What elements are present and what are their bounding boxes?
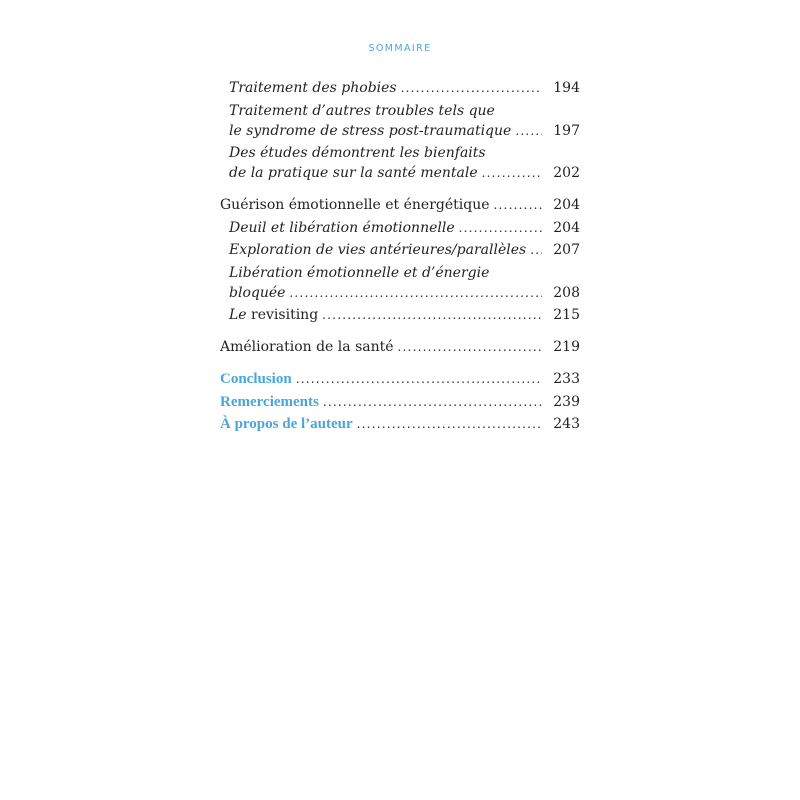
toc-entry-major[interactable] [220,392,580,412]
entry-title-line: Traitement d’autres troubles tels que [229,102,495,119]
entry-page: 204 [553,197,580,213]
entry-title-italic: Le [229,307,247,323]
leader-dots [289,283,542,303]
leader-dots [357,414,542,434]
entry-page: 233 [553,371,580,387]
leader-dots [482,163,542,183]
entry-page: 194 [553,80,580,96]
header-title: SOMMAIRE [368,43,432,54]
entry-title: Exploration de vies antérieures/parallèles [229,242,527,258]
toc-entry[interactable] [220,143,580,183]
entry-title: revisiting [246,307,319,323]
entry-title: Remerciements [220,393,319,410]
entry-page: 202 [553,165,580,181]
entry-title: de la pratique sur la santé mentale [229,165,478,181]
entry-page: 197 [553,122,580,139]
entry-title: Traitement des phobies [229,80,397,96]
entry-page: 215 [553,307,580,323]
leader-dots [322,305,542,325]
entry-title: le syndrome de stress post-traumatique [229,122,512,139]
leader-dots [401,78,542,98]
entry-title-line: Des études démontrent les bienfaits [229,145,486,161]
toc-entry[interactable] [220,78,580,98]
page-header [0,43,800,54]
leader-dots [323,392,542,412]
leader-dots [530,240,542,260]
entry-page: 239 [553,393,580,410]
entry-title: Amélioration de la santé [220,339,394,355]
toc-entry[interactable] [220,263,580,303]
entry-page: 243 [553,416,580,432]
entry-title: À propos de l’auteur [220,416,353,432]
entry-title: bloquée [229,284,286,301]
toc-entry-major[interactable] [220,414,580,434]
toc-entry-major[interactable] [220,369,580,389]
leader-dots [459,218,542,238]
toc-entry[interactable] [220,337,580,357]
entry-title-line: Libération émotionnelle et d’énergie [229,264,490,281]
toc-entry[interactable] [220,195,580,215]
leader-dots [515,121,542,141]
entry-title: Guérison émotionnelle et énergétique [220,197,490,213]
toc-entry[interactable] [220,101,580,141]
table-of-contents [220,78,580,437]
leader-dots [296,369,542,389]
entry-title: Deuil et libération émotionnelle [229,219,455,236]
entry-page: 207 [553,242,580,258]
toc-entry[interactable] [220,218,580,238]
leader-dots [398,337,542,357]
entry-page: 208 [553,284,580,301]
toc-entry[interactable] [220,240,580,260]
entry-page: 219 [553,339,580,355]
entry-page: 204 [553,219,580,236]
entry-title: Conclusion [220,371,292,387]
leader-dots [494,195,542,215]
toc-entry[interactable] [220,305,580,325]
